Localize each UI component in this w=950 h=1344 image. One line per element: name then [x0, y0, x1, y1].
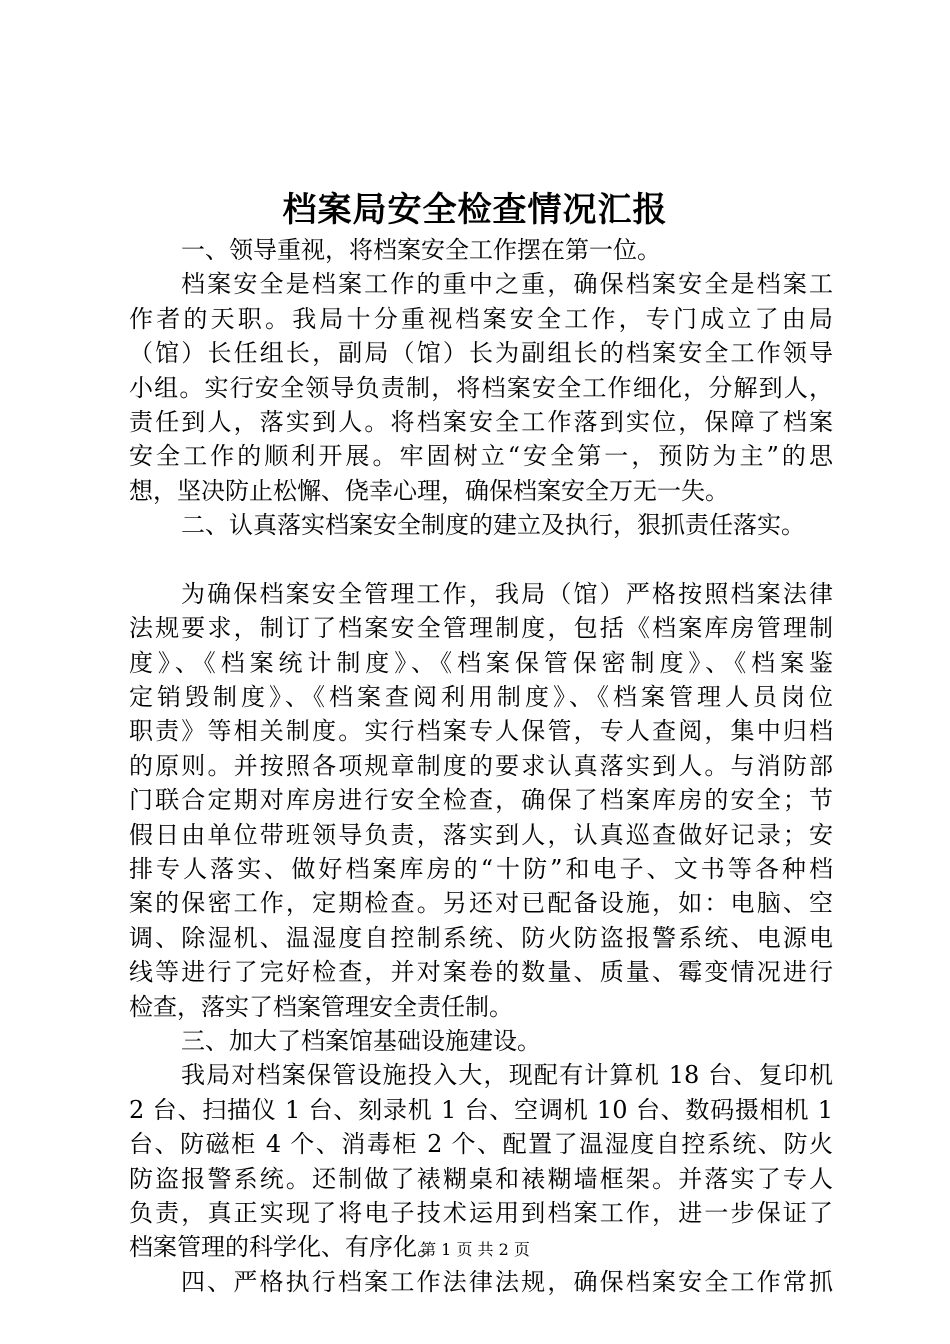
paragraph-line: 的原则。并按照各项规章制度的要求认真落实到人。与消防部: [129, 751, 833, 780]
paragraph-line: 档案管理的科学化、有序化。: [129, 1233, 441, 1262]
document-title: 档案局安全检查情况汇报: [282, 190, 668, 230]
page-number-footer: 第 1 页 共 2 页: [420, 1240, 530, 1259]
paragraph-line: 线等进行了完好检查，并对案卷的数量、质量、霉变情况进行: [129, 958, 833, 987]
section-heading-3: 三、加大了档案馆基础设施建设。: [181, 1026, 541, 1055]
paragraph-line: 责任到人，落实到人。将档案安全工作落到实位，保障了档案: [129, 407, 833, 436]
paragraph-line: 度》、《档案统计制度》、《档案保管保密制度》、《档案鉴: [129, 648, 833, 677]
blank-line: [129, 543, 833, 577]
paragraph-line: 门联合定期对库房进行安全检查，确保了档案库房的安全；节: [129, 786, 833, 815]
paragraph-line: 定销毁制度》、《档案查阅利用制度》、《档案管理人员岗位: [129, 683, 833, 712]
paragraph-line: 检查，落实了档案管理安全责任制。: [129, 992, 513, 1021]
paragraph-line: 防盗报警系统。还制做了裱糊桌和裱糊墙框架。并落实了专人: [129, 1164, 833, 1193]
section-heading-1: 一、领导重视，将档案安全工作摆在第一位。: [181, 236, 661, 264]
paragraph-line: 负责，真正实现了将电子技术运用到档案工作，进一步保证了: [129, 1198, 833, 1227]
paragraph-line: 法规要求，制订了档案安全管理制度，包括《档案库房管理制: [129, 614, 833, 643]
paragraph-line: 调、除湿机、温湿度自控制系统、防火防盗报警系统、电源电: [129, 923, 833, 952]
paragraph-line: 假日由单位带班领导负责，落实到人，认真巡查做好记录；安: [129, 820, 833, 849]
section-heading-2: 二、认真落实档案安全制度的建立及执行，狠抓责任落实。: [181, 511, 805, 540]
paragraph-line: 想，坚决防止松懈、侥幸心理，确保档案安全万无一失。: [129, 476, 729, 505]
paragraph-line: 小组。实行安全领导负责制，将档案安全工作细化，分解到人，: [129, 373, 833, 402]
paragraph-line: 案的保密工作，定期检查。另还对已配备设施，如：电脑、空: [129, 889, 833, 918]
paragraph-line: 台、防磁柜 4 个、消毒柜 2 个、配置了温湿度自控系统、防火: [129, 1130, 833, 1159]
paragraph-line: 为确保档案安全管理工作，我局（馆）严格按照档案法律: [181, 579, 833, 608]
section-heading-4: 四、严格执行档案工作法律法规，确保档案安全工作常抓: [181, 1267, 833, 1296]
paragraph-line: （馆）长任组长，副局（馆）长为副组长的档案安全工作领导: [129, 339, 833, 368]
paragraph-line: 安全工作的顺利开展。牢固树立“安全第一，预防为主”的思: [129, 442, 833, 471]
paragraph-line: 2 台、扫描仪 1 台、刻录机 1 台、空调机 10 台、数码摄相机 1: [129, 1095, 833, 1124]
document-body: [129, 233, 833, 1299]
paragraph-line: 档案安全是档案工作的重中之重，确保档案安全是档案工: [181, 270, 833, 299]
paragraph-line: 作者的天职。我局十分重视档案安全工作，专门成立了由局: [129, 304, 833, 333]
paragraph-line: 排专人落实、做好档案库房的“十防”和电子、文书等各种档: [129, 855, 833, 884]
paragraph-line: 职责》等相关制度。实行档案专人保管，专人查阅，集中归档: [129, 717, 833, 746]
paragraph-line: 我局对档案保管设施投入大，现配有计算机 18 台、复印机: [181, 1061, 833, 1090]
